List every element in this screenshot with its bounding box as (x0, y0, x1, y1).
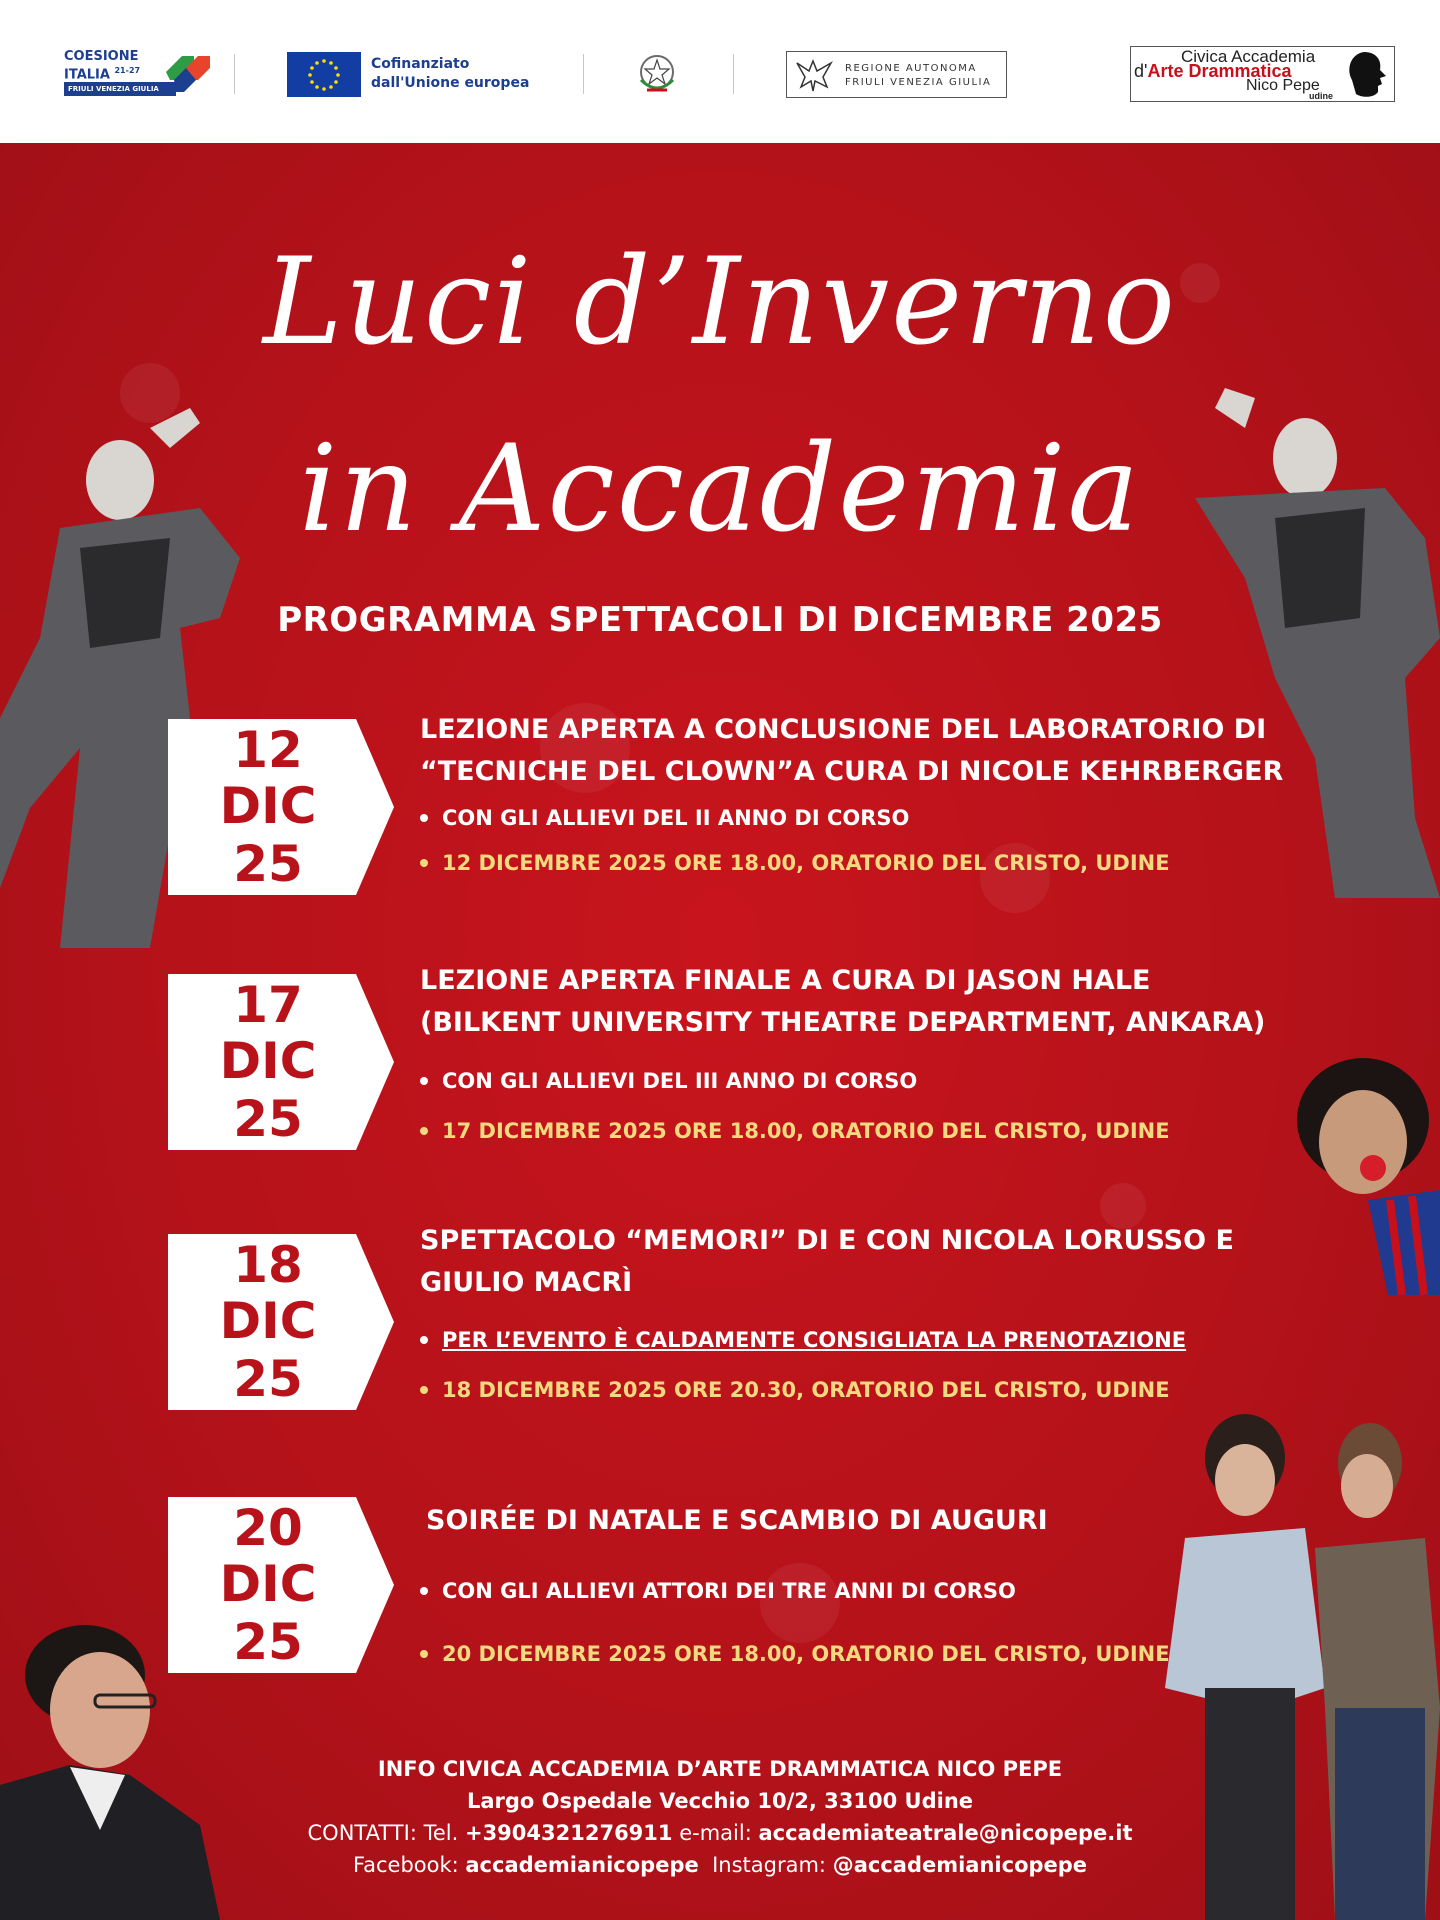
footer-org-line: INFO CIVICA ACCADEMIA D’ARTE DRAMMATICA NICO PEPE (377, 1757, 1063, 1781)
accademia-logo-line1: Civica Accademia (1181, 47, 1316, 66)
logo-bar (0, 0, 1440, 143)
accademia-logo-line3: Nico Pepe (1246, 77, 1320, 94)
logo-divider (234, 54, 235, 94)
event-booking-note-bullet: PER L’EVENTO È CALDAMENTE CONSIGLIATA LA PRENOTAZIONE (420, 1326, 1320, 1354)
event-title (420, 1220, 1320, 1304)
email-address[interactable]: accademiateatrale@nicopepe.it (758, 1821, 1133, 1845)
coesione-italia-logo (64, 48, 216, 100)
profile-silhouette-icon (1344, 50, 1390, 100)
date-badge (168, 719, 394, 895)
eu-label-line2: dall'Unione europea (371, 75, 530, 91)
email-label: e-mail: (679, 1821, 752, 1845)
eagle-icon (793, 57, 835, 93)
poster-background (0, 143, 1440, 1920)
date-day: 18 (233, 1236, 303, 1294)
event-title-line2: “TECNICHE DEL CLOWN”A CURA DI NICOLE KEHRBERGER (420, 756, 1284, 787)
date-day: 17 (233, 976, 303, 1034)
date-badge (168, 974, 394, 1150)
event-datetime-bullet: 20 DICEMBRE 2025 ORE 18.00, ORATORIO DEL CRISTO, UDINE (420, 1640, 1320, 1668)
poster-title-line2: in Accademia (299, 420, 1141, 559)
event-title (420, 709, 1320, 793)
footer-social-line (0, 1849, 1440, 1881)
instagram-label: Instagram: (712, 1853, 827, 1877)
contacts-label: CONTATTI (307, 1821, 410, 1845)
footer-contacts-line (0, 1817, 1440, 1849)
coesione-label: COESIONE (64, 49, 139, 64)
event-title (426, 1500, 1326, 1542)
regione-label-line1: REGIONE AUTONOMA (845, 63, 977, 74)
event-title-line2: (BILKENT UNIVERSITY THEATRE DEPARTMENT, ANKARA) (420, 1007, 1266, 1038)
eu-label (371, 55, 529, 93)
event-cast-bullet: CON GLI ALLIEVI DEL II ANNO DI CORSO (420, 804, 1320, 832)
date-month: DIC (219, 1032, 317, 1090)
date-month: DIC (219, 1292, 317, 1350)
facebook-label: Facebook: (352, 1853, 459, 1877)
regione-fvg-logo (786, 51, 1007, 98)
eu-flag-icon (287, 52, 361, 97)
date-year: 25 (233, 1090, 303, 1148)
event-title-line1: LEZIONE APERTA A CONCLUSIONE DEL LABORATORIO DI (420, 714, 1267, 745)
info-footer (0, 1753, 1440, 1881)
date-badge (168, 1234, 394, 1410)
poster-title-line1: Luci d’Inverno (262, 233, 1178, 372)
date-month: DIC (219, 1555, 317, 1613)
event-title-line1: SOIRÉE DI NATALE E SCAMBIO DI AUGURI (426, 1505, 1048, 1536)
coesione-italia-label: ITALIA $^{21-27}$ (64, 66, 141, 83)
accademia-nico-pepe-logo (1130, 46, 1395, 102)
date-year: 25 (233, 835, 303, 893)
accademia-logo-line2: d'Arte Drammatica (1134, 61, 1292, 81)
event-datetime-bullet: 12 DICEMBRE 2025 ORE 18.00, ORATORIO DEL CRISTO, UDINE (420, 849, 1320, 877)
instagram-handle[interactable]: @accademianicopepe (832, 1853, 1088, 1877)
event-title-line1: SPETTACOLO “MEMORI” DI E CON NICOLA LORUSSO E (420, 1225, 1234, 1256)
eu-label-line1: Cofinanziato (371, 56, 470, 72)
tel-label: : Tel. (409, 1821, 459, 1845)
event-cast-bullet: CON GLI ALLIEVI DEL III ANNO DI CORSO (420, 1067, 1320, 1095)
italian-republic-emblem-icon (633, 50, 681, 98)
event-datetime-bullet: 17 DICEMBRE 2025 ORE 18.00, ORATORIO DEL CRISTO, UDINE (420, 1117, 1320, 1145)
accademia-logo-line4: udine (1309, 91, 1333, 101)
coesione-region-band: FRIULI VENEZIA GIULIA (64, 82, 176, 96)
logo-divider (733, 54, 734, 94)
date-day: 20 (233, 1499, 303, 1557)
coesione-mark-icon (164, 50, 216, 98)
phone-number[interactable]: +3904321276911 (464, 1821, 673, 1845)
eu-cofinanced-logo (287, 52, 547, 98)
date-year: 25 (233, 1613, 303, 1671)
event-title-line2: GIULIO MACRÌ (420, 1267, 633, 1298)
date-year: 25 (233, 1350, 303, 1408)
event-datetime-bullet: 18 DICEMBRE 2025 ORE 20.30, ORATORIO DEL CRISTO, UDINE (420, 1376, 1320, 1404)
footer-address-line: Largo Ospedale Vecchio 10/2, 33100 Udine (466, 1789, 974, 1813)
program-subtitle: PROGRAMMA SPETTACOLI DI DICEMBRE 2025 (277, 600, 1163, 640)
event-title-line1: LEZIONE APERTA FINALE A CURA DI JASON HALE (420, 965, 1151, 996)
logo-divider (583, 54, 584, 94)
event-cast-bullet: CON GLI ALLIEVI ATTORI DEI TRE ANNI DI CORSO (420, 1577, 1320, 1605)
facebook-handle[interactable]: accademianicopepe (465, 1853, 699, 1877)
date-badge (168, 1497, 394, 1673)
date-month: DIC (219, 777, 317, 835)
date-day: 12 (233, 721, 303, 779)
regione-label-line2: FRIULI VENEZIA GIULIA (845, 77, 992, 88)
event-title (420, 960, 1320, 1044)
regione-label (845, 62, 991, 90)
